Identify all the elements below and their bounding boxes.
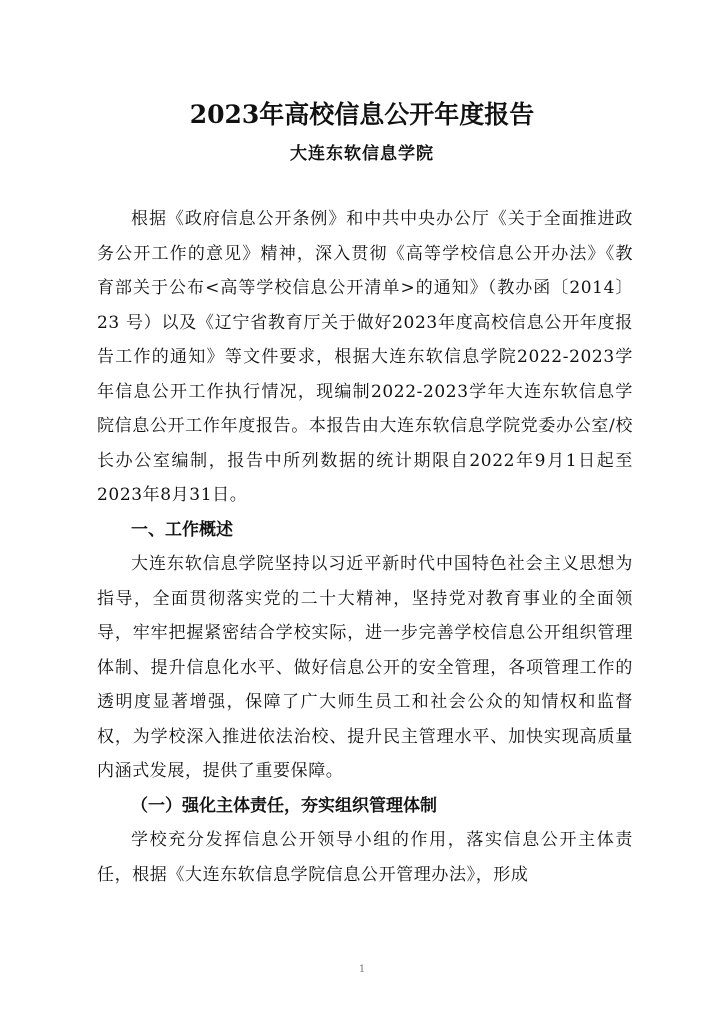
section-heading-work-overview: 一、工作概述 bbox=[131, 519, 233, 540]
responsibility-paragraph: 学校充分发挥信息公开领导小组的作用，落实信息公开主体责任，根据《大连东软信息学院信息公开管理办法》，形成 bbox=[97, 830, 633, 885]
page-number: 1 bbox=[358, 964, 366, 975]
document-body bbox=[97, 202, 633, 892]
overview-paragraph: 大连东软信息学院坚持以习近平新时代中国特色社会主义思想为指导，全面贯彻落实党的二十大精神，坚持党对教育事业的全面领导，牢牢把握紧密结合学校实际，进一步完善学校信息公开组织管理体制、提升信息化水平、做好信息公开的安全管理，各项管理工作的透明度显著增强，保障了广大师生员工和社会公众的知情权和监督权，为学校深入推进依法治校、提升民主管理水平、加快实现高质量内涵式发展，提供了重要保障。 bbox=[97, 554, 633, 781]
institution-name: 大连东软信息学院 bbox=[290, 144, 434, 164]
subsection-heading-responsibility: （一）强化主体责任，夯实组织管理体制 bbox=[131, 795, 437, 816]
report-title: 2023年高校信息公开年度报告 bbox=[189, 100, 535, 129]
intro-paragraph: 根据《政府信息公开条例》和中共中央办公厅《关于全面推进政务公开工作的意见》精神，深入贯彻《高等学校信息公开办法》《教育部关于公布<高等学校信息公开清单>的通知》（教办函〔2014〕23 号）以及《辽宁省教育厅关于做好2023年度高校信息公开年度报告工作的通知》等文件要求，根据大连东软信息学院2022-2023学年信息公开工作执行情况，现编制2022-2023学年大连东软信息学院信息公开工作年度报告。本报告由大连东软信息学院党委办公室/校长办公室编制，报告中所列数据的统计期限自2022年9月1日起至 2023年8月31日。 bbox=[97, 209, 633, 505]
